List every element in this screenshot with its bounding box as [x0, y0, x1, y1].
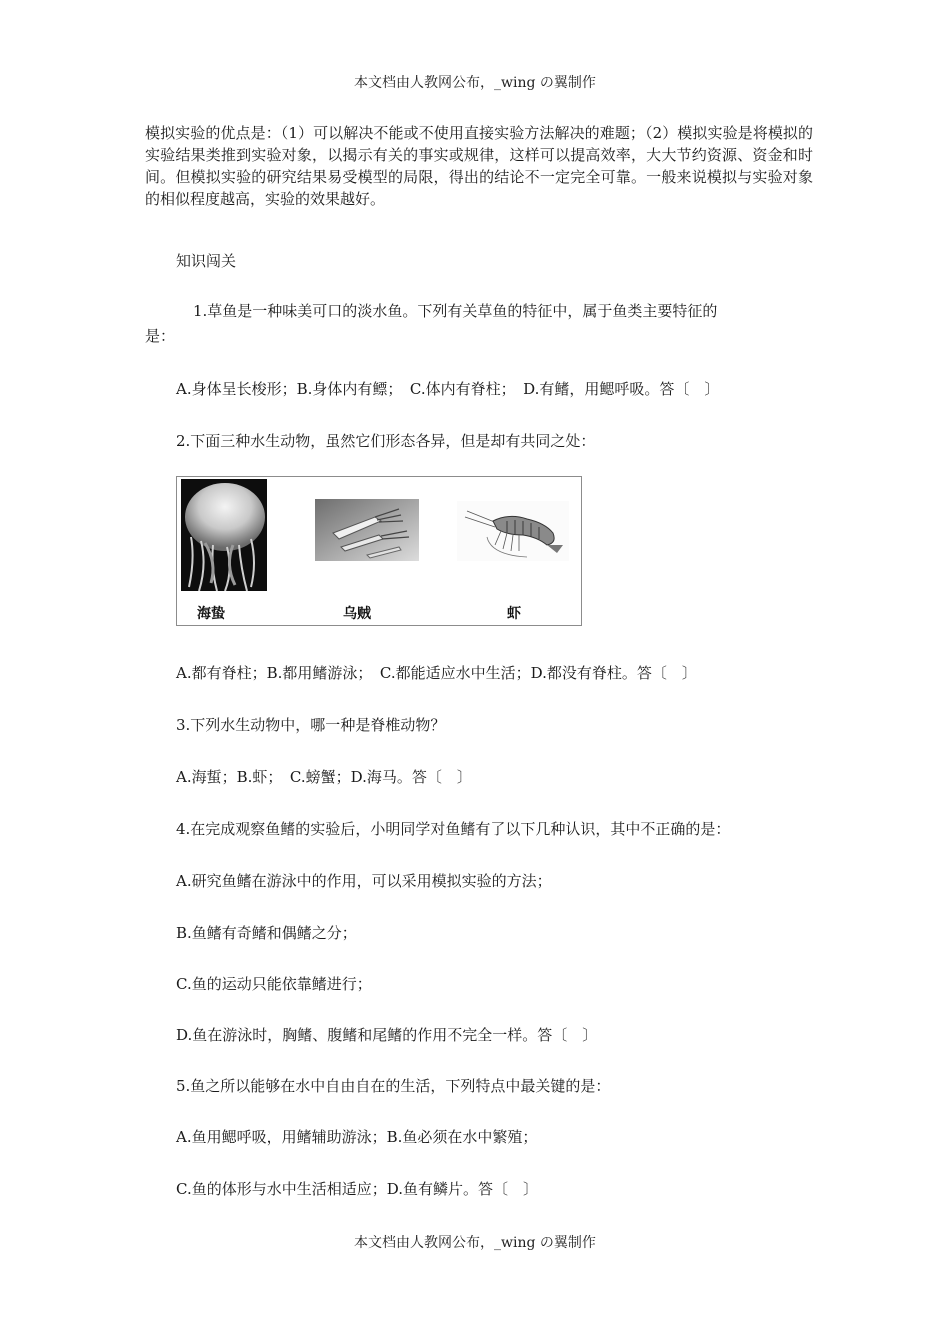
squid-image	[315, 499, 419, 561]
q2-stem: 2.下面三种水生动物，虽然它们形态各异，但是却有共同之处：	[176, 432, 596, 450]
shrimp-image	[457, 501, 569, 561]
page-footer: 本文档由人教网公布，_wing の翼制作	[354, 1235, 596, 1251]
jellyfish-image	[181, 479, 267, 591]
q4-option-b: B.鱼鳍有奇鳍和偶鳍之分；	[176, 924, 357, 942]
q4-option-d: D.鱼在游泳时，胸鳍、腹鳍和尾鳍的作用不完全一样。答〔 〕	[176, 1026, 598, 1044]
q1-stem: 1.草鱼是一种味美可口的淡水鱼。下列有关草鱼的特征中，属于鱼类主要特征的	[193, 302, 718, 320]
squid-caption: 乌贼	[343, 606, 371, 622]
q4-option-a: A.研究鱼鳍在游泳中的作用，可以采用模拟实验的方法；	[176, 872, 552, 890]
jellyfish-caption: 海蛰	[197, 606, 225, 622]
page-header: 本文档由人教网公布，_wing の翼制作	[354, 75, 596, 91]
q3-options: A.海蜇；B.虾； C.螃蟹；D.海马。答〔 〕	[176, 768, 472, 786]
q5-option-ab: A.鱼用鳃呼吸，用鳍辅助游泳；B.鱼必须在水中繁殖；	[176, 1128, 538, 1146]
q1-options: A.身体呈长梭形；B.身体内有鳔； C.体内有脊柱； D.有鳍，用鳃呼吸。答〔 〕	[176, 380, 720, 398]
q4-stem: 4.在完成观察鱼鳍的实验后，小明同学对鱼鳍有了以下几种认识，其中不正确的是：	[176, 820, 731, 838]
q5-stem: 5.鱼之所以能够在水中自由自在的生活，下列特点中最关键的是：	[176, 1077, 611, 1095]
animals-figure	[176, 476, 582, 626]
q4-option-c: C.鱼的运动只能依靠鳍进行；	[176, 975, 372, 993]
q1-stem-cont: 是：	[145, 327, 176, 345]
q2-options: A.都有脊柱；B.都用鳍游泳； C.都能适应水中生活；D.都没有脊柱。答〔 〕	[176, 664, 697, 682]
section-title: 知识闯关	[176, 252, 237, 270]
q5-option-cd: C.鱼的体形与水中生活相适应；D.鱼有鳞片。答〔 〕	[176, 1180, 538, 1198]
shrimp-caption: 虾	[507, 606, 521, 622]
q3-stem: 3.下列水生动物中，哪一种是脊椎动物？	[176, 716, 446, 734]
intro-paragraph: 模拟实验的优点是：（1）可以解决不能或不使用直接实验方法解决的难题；（2）模拟实验是将模拟的实验结果类推到实验对象，以揭示有关的事实或规律，这样可以提高效率，大大节约资源、资金和时间。但模拟实验的研究结果易受模型的局限，得出的结论不一定完全可靠。一般来说模拟与实验对象的相似程度越高，实验的效果越好。	[145, 124, 813, 208]
